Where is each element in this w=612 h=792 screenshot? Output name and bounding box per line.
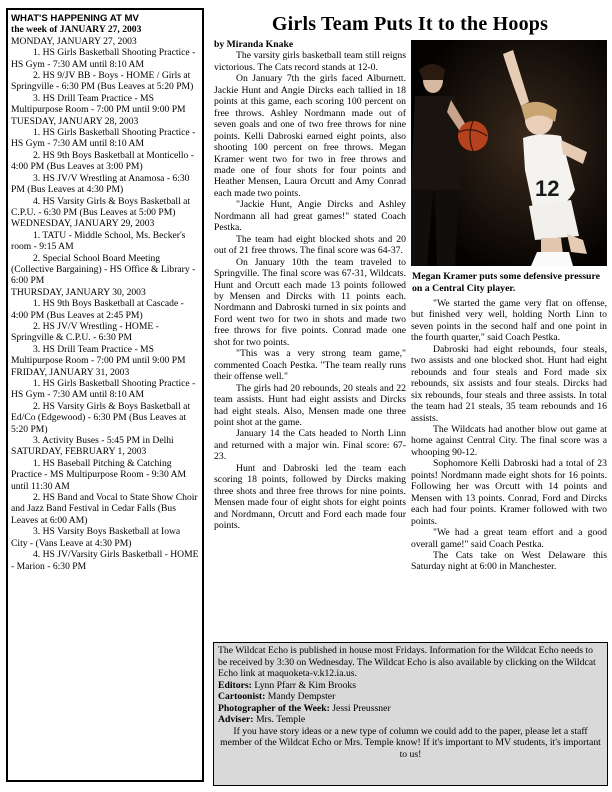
calendar-event: 2. HS Varsity Girls & Boys Basketball at Ed/Co (Edgewood) - 6:30 PM (Bus Leaves at 5:20 PM) [11, 400, 191, 435]
adviser-label: Adviser: [218, 714, 254, 725]
calendar-event: 1. HS 9th Boys Basketball at Cascade - 4:00 PM (Bus Leaves at 2:45 PM) [11, 298, 184, 321]
calendar-event: 3. HS Drill Team Practice - MS Multipurpose Room - 7:00 PM until 9:00 PM [11, 343, 186, 367]
article-paragraph: The Wildcats had another blow out game at home against Central City. The final score was a whooping 90-12. [411, 423, 607, 458]
article-paragraph: The Cats take on West Delaware this Saturday night at 6:00 in Manchester. [411, 549, 607, 573]
calendar-days [11, 36, 199, 572]
article-paragraph: On January 10th the team traveled to Springville. The final score was 67-31, Wildcats. Hunt and Orcutt each made 13 points followed by Mensen and Dircks with 11 points each. Nordmann and Dabroski turned in six points and Ford went two for two in shots and made two free throws for five points. Conrad made one shot for two points. [214, 256, 406, 348]
editors-label: Editors: [218, 679, 252, 691]
article-paragraph: "We had a great team effort and a good overall game!" said Coach Pestka. [411, 527, 607, 550]
article-column-1-paragraphs [214, 50, 406, 531]
article-paragraph: The varsity girls basketball team still reigns victorious. The Cats record stands at 12-0. [214, 50, 406, 73]
article-column-1 [214, 39, 406, 635]
publication-info: The Wildcat Echo is published in house most Fridays. Information for the Wildcat Echo needs to be received by 3:30 on Wednesday. The Wildcat Echo is also available by clicking on the Wildcat Echo link at maquoketa-v.k12.ia.us. [218, 645, 596, 679]
calendar-event: 1. HS Girls Basketball Shooting Practice - HS Gym - 7:30 AM until 8:10 AM [11, 47, 196, 70]
cartoonist-label: Cartoonist: [218, 691, 266, 702]
calendar-event: 3. HS Drill Team Practice - MS Multipurpose Room - 7:00 PM until 9:00 PM [11, 92, 186, 116]
article-paragraph: "Jackie Hunt, Angie Dircks and Ashley Nordmann all had great games!" stated Coach Pestka. [214, 199, 406, 234]
calendar-event: 3. HS JV/V Wrestling at Anamosa - 6:30 PM (Bus Leaves at 4:30 PM) [11, 172, 190, 196]
editors-names: Lynn Pfarr & Kim Brooks [254, 679, 357, 691]
article-paragraph: Sophomore Kelli Dabroski had a total of 23 points! Nordmann made eight shots for 16 points. Following her was Orcutt with 14 points and Mensen with 13 points. Conrad, Ford and Dircks each had four points. Kramer followed with two points. [411, 458, 607, 527]
basketball-player-photo [411, 40, 607, 266]
calendar-event: 4. HS JV/Varsity Girls Basketball - HOME - Marion - 6:30 PM [11, 549, 199, 572]
article-paragraph: January 14 the Cats headed to North Linn and returned with a major win. Final score: 67-23. [214, 428, 406, 463]
calendar-event: 3. Activity Buses - 5:45 PM in Delhi [33, 435, 174, 447]
closing-note: If you have story ideas or a new type of column we could add to the paper, please let a staff member of the Wildcat Echo or Mrs. Temple know! If it's important to MV students, it's important to us! [220, 725, 601, 760]
article-paragraph: On January 7th the girls faced Alburnett. Jackie Hunt and Angie Dircks each tallied in 18 points at this game, each scoring 100 percent on free throws. Ashley Nordmann made out of seven goals and one of two free throws for nine points. Kelli Dabroski earned eight points, also shooting 100 percent on free throws. Megan Kramer went two for two in free throws and made one of four shots for four points and Heather Mensen, Laura Orcutt and Amy Conrad each made two points. [214, 73, 406, 199]
article-byline: by Miranda Knake [214, 39, 294, 50]
article-paragraph: "This was a very strong team game," commented Coach Pestka. "The team really runs their offense well." [214, 348, 406, 383]
calendar-event: 1. TATU - Middle School, Ms. Becker's room - 9:15 AM [11, 229, 186, 253]
article-paragraph: "We started the game very flat on offense, but finished very well, holding North Linn to seven points in the second half and one point in the fourth quarter," said Coach Pestka. [411, 298, 607, 344]
calendar-week: the week of JANUARY 27, 2003 [11, 24, 142, 36]
photographer-line [218, 703, 603, 715]
editors-line [218, 680, 603, 692]
calendar-event: 1. HS Girls Basketball Shooting Practice - HS Gym - 7:30 AM until 8:10 AM [11, 378, 196, 401]
calendar-event: 2. Special School Board Meeting (Collective Bargaining) - HS Office & Library - 6:00 PM [11, 252, 196, 287]
calendar-event: 2. HS Band and Vocal to State Show Choir and Jazz Band Festival in Cedar Falls (Bus Leaves at 6:00 AM) [11, 492, 198, 526]
calendar-event: 1. HS Girls Basketball Shooting Practice - HS Gym - 7:30 AM until 8:10 AM [11, 127, 196, 150]
article-paragraph: Dabroski had eight rebounds, four steals, two assists and one blocked shot. Hunt had eight rebounds and four steals and Ford made six rebounds, six assists and four steals. Dircks had six rebounds, four steals and three assists. In total the team had 21 steals, 35 team rebounds and 16 assists. [411, 343, 607, 424]
calendar-day-heading: SATURDAY, FEBRUARY 1, 2003 [11, 446, 147, 458]
photographer-label: Photographer of the Week: [218, 702, 330, 714]
article-paragraph: The team had eight blocked shots and 20 out of 21 free throws. The final score was 64-37. [214, 233, 406, 257]
cartoonist-name: Mandy Dempster [267, 691, 336, 702]
jersey-number: 12 [535, 176, 560, 201]
staff-info-box [213, 642, 608, 786]
photo-caption: Megan Kramer puts some defensive pressure on a Central City player. [412, 271, 601, 294]
calendar-event: 1. HS Baseball Pitching & Catching Practice - MS Multipurpose Room - 9:30 AM until 11:30 AM [11, 457, 187, 492]
calendar-event: 2. HS 9/JV BB - Boys - HOME / Girls at Springville - 6:30 PM (Bus Leaves at 5:20 PM) [11, 70, 194, 93]
adviser-name: Mrs. Temple [255, 714, 306, 725]
cartoonist-line [218, 691, 603, 703]
article-paragraph: Hunt and Dabroski led the team each scoring 18 points, followed by Dircks making three shots and three free throws for nine points. Mensen made four of eight shots for eight points and Nordmann, Orcutt and Ford each made four points. [214, 462, 406, 532]
article-paragraph: The girls had 20 rebounds, 20 steals and 22 team assists. Hunt had eight assists and Dircks had eight steals. Also, Mensen made one three point shot at the game. [214, 382, 406, 428]
article-column-2 [411, 298, 607, 636]
calendar-day-heading: MONDAY, JANUARY 27, 2003 [11, 35, 137, 47]
calendar-event: 4. HS Varsity Girls & Boys Basketball at C.P.U. - 6:30 PM (Bus Leaves at 5:00 PM) [11, 195, 191, 218]
calendar-event: 2. HS JV/V Wrestling - HOME - Springville & C.P.U. - 6:30 PM [11, 320, 159, 344]
calendar-event: 3. HS Varsity Boys Basketball at Iowa City - (Vans Leave at 4:30 PM) [11, 526, 181, 549]
article-photo [411, 40, 607, 266]
calendar-event: 2. HS 9th Boys Basketball at Monticello - 4:00 PM (Bus Leaves at 3:00 PM) [11, 149, 194, 173]
events-calendar-sidebar [6, 8, 204, 782]
calendar-day-heading: FRIDAY, JANUARY 31, 2003 [11, 366, 130, 378]
basketball-icon [458, 121, 488, 151]
calendar-day-heading: TUESDAY, JANUARY 28, 2003 [11, 115, 139, 127]
calendar-title: WHAT'S HAPPENING AT MV [11, 13, 139, 24]
calendar-day-heading: WEDNESDAY, JANUARY 29, 2003 [11, 218, 155, 230]
adviser-line [218, 714, 603, 726]
article-headline: Girls Team Puts It to the Hoops [271, 13, 549, 35]
calendar-day-heading: THURSDAY, JANUARY 30, 2003 [11, 286, 146, 298]
article-column-2-paragraphs [411, 298, 607, 573]
photographer-name: Jessi Preussner [332, 702, 391, 714]
